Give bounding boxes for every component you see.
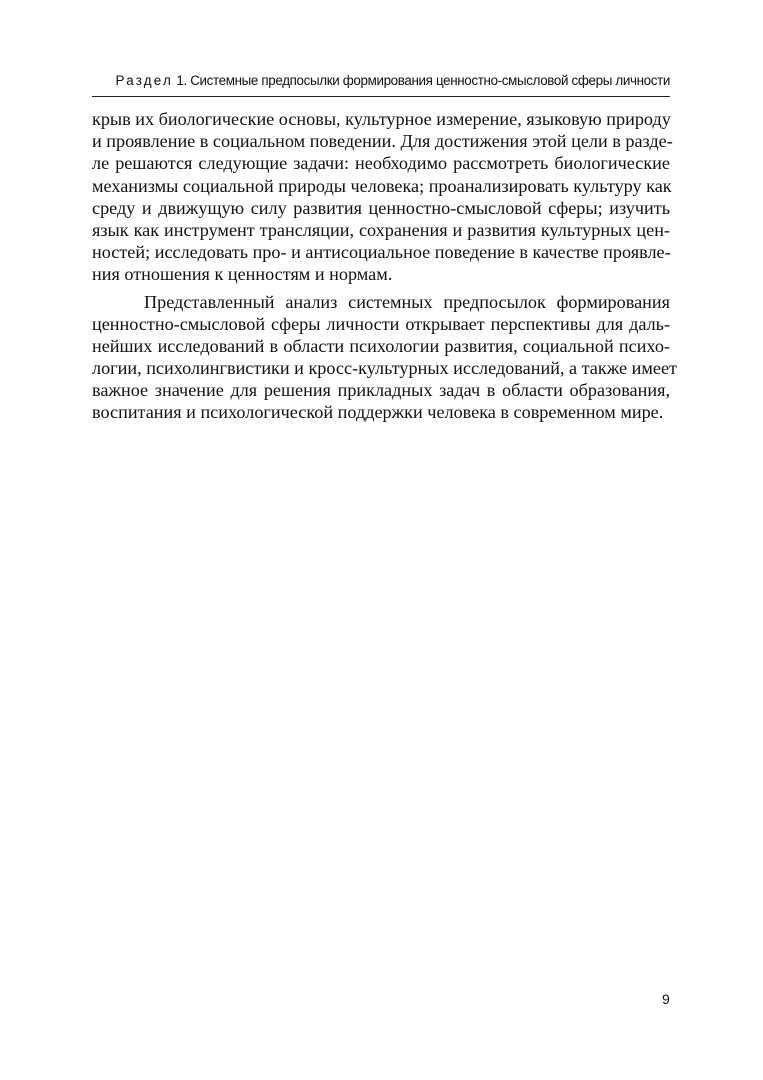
page-number: 9 — [662, 991, 670, 1007]
paragraph-line: Представленный анализ системных предпосылок формирования — [144, 291, 670, 312]
header-section-label: Раздел — [115, 73, 173, 88]
paragraph-line: язык как инструмент трансляции, сохранения и развития культурных цен- — [92, 219, 670, 240]
paragraph-line: нейших исследований в области психологии развития, социальной психо- — [92, 335, 670, 356]
paragraph-line: ностей; исследовать про- и антисоциальное поведение в качестве проявле- — [92, 242, 671, 263]
paragraph-line: ценностно-смысловой сферы личности открывает перспективы для даль- — [92, 313, 670, 334]
paragraph-line: ле решаются следующие задачи: необходимо рассмотреть биологические — [92, 153, 670, 174]
paragraph-line: крыв их биологические основы, культурное измерение, языковую природу — [92, 109, 671, 129]
paragraph-line: логии, психолингвистики и кросс-культурных исследований, а также имеет — [92, 358, 677, 379]
paragraph-line: ния отношения к ценностям и нормам. — [92, 264, 393, 285]
paragraph-2 — [92, 291, 677, 424]
header-section-number: 1. — [176, 73, 187, 88]
running-header — [92, 70, 670, 97]
paragraph-line: механизмы социальной природы человека; проанализировать культуру как — [92, 175, 672, 196]
paragraph-line: среду и движущую силу развития ценностно-смысловой сферы; изучить — [92, 197, 670, 218]
header-section-title: Системные предпосылки формирования ценностно-смысловой сферы личности — [190, 73, 670, 88]
paragraph-line: важное значение для решения прикладных задач в области образования, — [92, 380, 670, 401]
paragraph-1 — [92, 108, 673, 286]
body-text — [92, 108, 677, 424]
paragraph-line: и проявление в социальном поведении. Для достижения этой цели в разде- — [92, 131, 673, 152]
paragraph-line: воспитания и психологической поддержки человека в современном мире. — [92, 402, 664, 423]
